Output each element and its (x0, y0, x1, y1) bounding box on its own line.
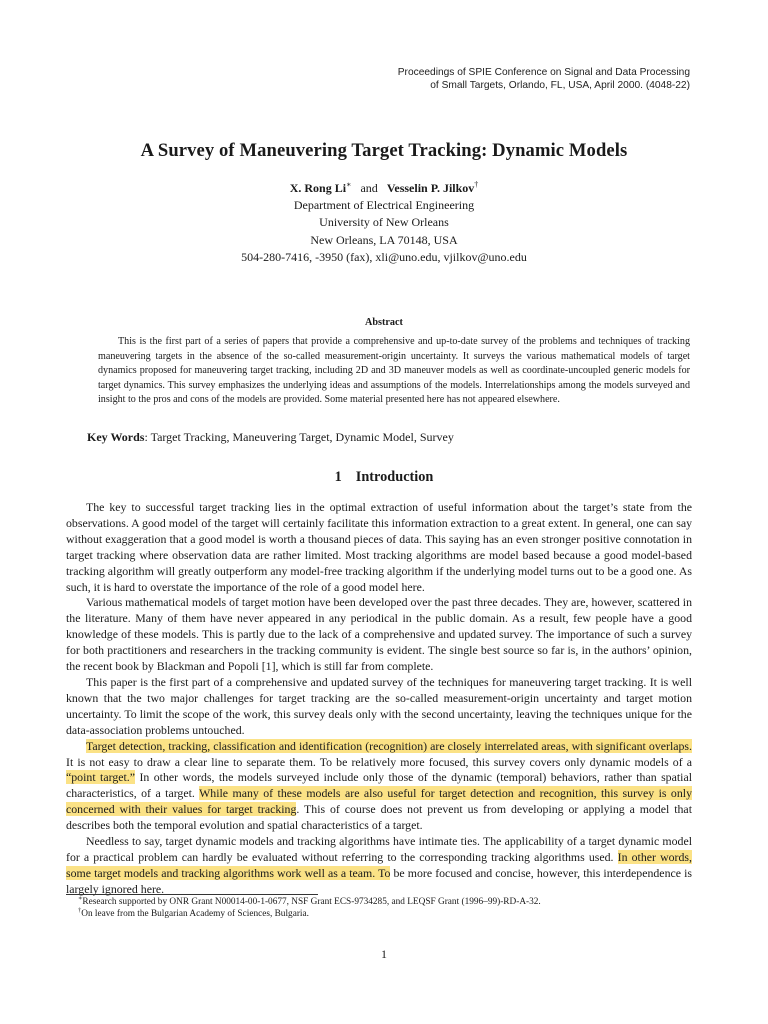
author-mark-1: ∗ (346, 180, 352, 189)
footnote-2 (78, 908, 692, 920)
author-contact: 504-280-7416, -3950 (fax), xli@uno.edu, vjilkov@uno.edu (241, 249, 527, 264)
conference-note (270, 67, 690, 92)
footnote-1 (78, 896, 692, 908)
author-connector: and (360, 181, 378, 195)
highlighted-text[interactable]: “point target.” (66, 770, 136, 785)
conference-note-line-1: Proceedings of SPIE Conference on Signal and Data Processing (397, 67, 690, 78)
highlighted-text[interactable]: Target detection, tracking, classification and identification (recognition) are closely interrelated areas, with significant overlaps. (86, 738, 692, 753)
author-address: New Orleans, LA 70148, USA (310, 232, 458, 247)
footnote-text-1: Research supported by ONR Grant N00014-00-1-0677, NSF Grant ECS-9734285, and LEQSF Grant (1996–99)-RD-A-32. (82, 897, 541, 907)
section-title: Introduction (355, 469, 434, 485)
paragraph-2: Various mathematical models of target motion have been developed over the past three decades. They are, however, scattered in the literature. Many of them have never appeared in any periodical in the public domain. As a result, few people have a good knowledge of these models. This is partly due to the lack of a comprehensive and updated survey. The importance of such a survey for both practitioners and researchers in the tracking community is evident. The single best source so far is, in the authors’ opinion, the recent book by Blackman and Popoli [1], which is still far from complete. (66, 595, 692, 674)
section-heading (0, 469, 768, 486)
author-university: University of New Orleans (319, 215, 449, 230)
section-number: 1 (334, 469, 342, 485)
keywords (87, 430, 687, 445)
paragraph-1: The key to successful target tracking lies in the optimal extraction of useful information about the target’s state from the observations. A good model of the target will certainly facilitate this information extraction to a great extent. In general, one can say without exaggeration that a good model is worth a thousand pieces of data. This saying has an even stronger positive connotation in target tracking where observation data are rather limited. Most tracking algorithms are model based because a good model-based tracking algorithm will greatly outperform any model-free tracking algorithm if the underlying model turns out to be a good one. As such, it is hard to overstate the importance of the role of a good model here. (66, 500, 692, 594)
abstract-heading: Abstract (365, 317, 403, 328)
keywords-text: : Target Tracking, Maneuvering Target, Dynamic Model, Survey (144, 430, 454, 444)
paragraph-text: be more focused and concise, however, this interdependence is largely ignored here. (66, 865, 692, 896)
paragraph-4 (66, 739, 692, 834)
paragraph-3: This paper is the first part of a comprehensive and updated survey of the techniques for maneuvering target tracking. It is well known that the two major challenges for target tracking are the so-called measurement-origin uncertainty and target motion uncertainty. To limit the scope of the work, this survey deals only with the second uncertainty, leaving the techniques unique for the data-association problems untouched. (66, 674, 692, 737)
highlighted-text[interactable]: In other words, some target models and tracking algorithms work well as a team. To (66, 849, 692, 880)
highlighted-text[interactable]: While many of these models are also useful for target detection and recognition, this survey is only concerned with their values for target tracking (66, 786, 692, 817)
conference-note-line-2: of Small Targets, Orlando, FL, USA, April 2000. (4048-22) (430, 79, 690, 91)
author-line (0, 180, 768, 197)
footnote-divider (66, 894, 318, 895)
paragraph-text: . This of course does not prevent us from developing or applying a model that describes both the temporal evolution and spatial characteristics of a target. (66, 802, 692, 833)
author-name-1: X. Rong Li (289, 181, 347, 195)
footnotes (78, 896, 692, 921)
abstract-text: This is the first part of a series of papers that provide a comprehensive and up-to-date survey of the problems and techniques of tracking maneuvering targets in the absence of the so-called measurement-origin uncertainty. It surveys the various mathematical models of target dynamics proposed for maneuvering target tracking, including 2D and 3D maneuver models as well as coordinate-uncoupled generic models for target dynamics. This survey emphasizes the underlying ideas and assumptions of the models. Interrelationships among the models surveyed and insight to the pros and cons of the models are provided. Some material presented here has not appeared elsewhere. (98, 336, 690, 406)
author-block (0, 180, 768, 266)
paragraph-text: In other words, the models surveyed include only those of the dynamic (temporal) behaviors, rather than spatial characteristics, of a target. (66, 770, 692, 801)
paragraph-text: Needless to say, target dynamic models and tracking algorithms have intimate ties. The applicability of a target dynamic model for a practical problem can hardly be evaluated without referring to the corresponding tracking algorithms used. (66, 834, 692, 864)
author-name-2: Vesselin P. Jilkov (386, 181, 475, 195)
footnote-mark-1: ∗ (78, 894, 83, 902)
paper-title: A Survey of Maneuvering Target Tracking: Dynamic Models (140, 140, 628, 161)
page-number: 1 (381, 947, 387, 961)
paragraph-5 (66, 834, 692, 898)
keywords-label: Key Words (87, 430, 145, 444)
introduction-body (66, 500, 692, 898)
author-mark-2: † (474, 180, 479, 189)
footnote-mark-2: † (78, 907, 82, 915)
paragraph-text: It is not easy to draw a clear line to separate them. To be relatively more focused, this survey covers only dynamic models of a (66, 754, 692, 769)
author-department: Department of Electrical Engineering (293, 198, 475, 213)
footnote-text-2: On leave from the Bulgarian Academy of Sciences, Bulgaria. (81, 909, 309, 920)
